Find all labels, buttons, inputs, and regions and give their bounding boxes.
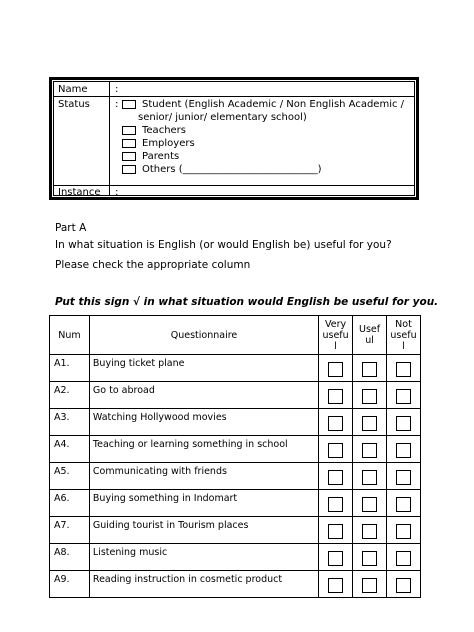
checkbox-icon[interactable] (362, 497, 377, 512)
status-option-student[interactable] (122, 99, 404, 110)
checkbox-icon[interactable] (328, 578, 343, 593)
checkbox-icon[interactable] (396, 497, 411, 512)
instance-colon: : (115, 187, 119, 198)
row-num: A4. (50, 436, 90, 463)
part-question: In what situation is English (or would English be) useful for you? (55, 239, 392, 251)
row-num: A7. (50, 517, 90, 544)
not-useful-cell[interactable] (387, 463, 421, 490)
row-question: Guiding tourist in Tourism places (89, 517, 318, 544)
header-very-useful-line: usefu (322, 329, 349, 341)
identity-inner (53, 81, 415, 196)
instance-label: Instance (58, 187, 101, 198)
status-option-others[interactable] (122, 164, 322, 175)
checkbox-icon[interactable] (328, 362, 343, 377)
checkbox-icon[interactable] (328, 551, 343, 566)
checkbox-icon[interactable] (362, 551, 377, 566)
header-useful-line: ul (365, 335, 374, 346)
not-useful-cell[interactable] (387, 517, 421, 544)
very-useful-cell[interactable] (319, 436, 353, 463)
status-option-label: Student (English Academic / Non English Academic / (142, 99, 405, 110)
header-useful (353, 316, 387, 355)
useful-cell[interactable] (353, 382, 387, 409)
useful-cell[interactable] (353, 409, 387, 436)
row-num: A6. (50, 490, 90, 517)
useful-cell[interactable] (353, 517, 387, 544)
very-useful-cell[interactable] (319, 463, 353, 490)
useful-cell[interactable] (353, 571, 387, 598)
very-useful-cell[interactable] (319, 490, 353, 517)
checkbox-icon[interactable] (362, 389, 377, 404)
row-question: Watching Hollywood movies (89, 409, 318, 436)
status-option-label: Parents (142, 151, 180, 162)
student-continuation-text: senior/ junior/ elementary school) (138, 112, 307, 123)
very-useful-cell[interactable] (319, 571, 353, 598)
header-not-useful-line: usefu (390, 329, 417, 341)
status-colon: : (115, 99, 119, 110)
checkbox-icon[interactable] (328, 524, 343, 539)
not-useful-cell[interactable] (387, 490, 421, 517)
not-useful-cell[interactable] (387, 355, 421, 382)
table-row (50, 409, 421, 436)
header-not-useful-line: Not (395, 318, 412, 330)
checkbox-icon[interactable] (362, 524, 377, 539)
checkbox-icon[interactable] (122, 139, 136, 148)
checkbox-icon[interactable] (396, 416, 411, 431)
sign-note: Put this sign √ in what situation would English be useful for you. (55, 296, 439, 308)
checkbox-icon[interactable] (396, 524, 411, 539)
checkbox-icon[interactable] (362, 470, 377, 485)
header-questionnaire: Questionnaire (89, 316, 318, 355)
checkbox-icon[interactable] (396, 470, 411, 485)
checkbox-icon[interactable] (328, 416, 343, 431)
row-num: A5. (50, 463, 90, 490)
very-useful-cell[interactable] (319, 409, 353, 436)
row-question: Buying ticket plane (89, 355, 318, 382)
checkbox-icon[interactable] (122, 165, 136, 174)
name-row (54, 82, 414, 97)
not-useful-cell[interactable] (387, 436, 421, 463)
checkbox-icon[interactable] (122, 152, 136, 161)
table-row (50, 463, 421, 490)
table-row (50, 382, 421, 409)
checkbox-icon[interactable] (122, 100, 136, 109)
table-row (50, 355, 421, 382)
checkbox-icon[interactable] (328, 443, 343, 458)
checkbox-icon[interactable] (328, 497, 343, 512)
row-question: Go to abroad (89, 382, 318, 409)
instance-row (54, 186, 414, 199)
not-useful-cell[interactable] (387, 409, 421, 436)
not-useful-cell[interactable] (387, 544, 421, 571)
part-title: Part A (55, 222, 87, 234)
status-option-parents[interactable] (122, 151, 179, 162)
header-num: Num (50, 316, 90, 355)
checkbox-icon[interactable] (328, 389, 343, 404)
row-num: A1. (50, 355, 90, 382)
useful-cell[interactable] (353, 436, 387, 463)
header-not-useful-line: l (402, 340, 405, 352)
checkbox-icon[interactable] (396, 389, 411, 404)
status-option-teachers[interactable] (122, 125, 186, 136)
useful-cell[interactable] (353, 544, 387, 571)
header-very-useful-line: l (334, 340, 337, 352)
table-row (50, 490, 421, 517)
table-row (50, 517, 421, 544)
checkbox-icon[interactable] (396, 578, 411, 593)
row-num: A2. (50, 382, 90, 409)
useful-cell[interactable] (353, 490, 387, 517)
status-option-label: Teachers (142, 125, 186, 136)
row-question: Listening music (89, 544, 318, 571)
checkbox-icon[interactable] (122, 126, 136, 135)
identity-box (49, 77, 419, 200)
questionnaire-table (49, 315, 421, 598)
checkbox-icon[interactable] (362, 362, 377, 377)
name-label: Name (58, 84, 88, 95)
status-option-employers[interactable] (122, 138, 195, 149)
part-instruction: Please check the appropriate column (55, 259, 251, 271)
table-header-row (50, 316, 421, 355)
row-question: Teaching or learning something in school (89, 436, 318, 463)
checkbox-icon[interactable] (362, 578, 377, 593)
not-useful-cell[interactable] (387, 571, 421, 598)
status-row (54, 97, 414, 186)
name-colon: : (115, 84, 119, 95)
very-useful-cell[interactable] (319, 382, 353, 409)
row-num: A9. (50, 571, 90, 598)
very-useful-cell[interactable] (319, 517, 353, 544)
header-useful-line: Usef (358, 324, 381, 335)
checkbox-icon[interactable] (328, 470, 343, 485)
status-option-label: Employers (142, 138, 195, 149)
table-row (50, 436, 421, 463)
checkbox-icon[interactable] (362, 443, 377, 458)
checkbox-icon[interactable] (396, 443, 411, 458)
row-question: Reading instruction in cosmetic product (89, 571, 318, 598)
student-continuation (138, 112, 307, 123)
table-row (50, 544, 421, 571)
header-not-useful (387, 316, 421, 355)
table-row (50, 571, 421, 598)
useful-cell[interactable] (353, 355, 387, 382)
useful-cell[interactable] (353, 463, 387, 490)
checkbox-icon[interactable] (396, 362, 411, 377)
header-very-useful-line: Very (325, 318, 347, 330)
not-useful-cell[interactable] (387, 382, 421, 409)
row-num: A3. (50, 409, 90, 436)
status-label: Status (58, 99, 90, 110)
very-useful-cell[interactable] (319, 355, 353, 382)
header-very-useful (319, 316, 353, 355)
row-num: A8. (50, 544, 90, 571)
checkbox-icon[interactable] (396, 551, 411, 566)
very-useful-cell[interactable] (319, 544, 353, 571)
row-question: Communicating with friends (89, 463, 318, 490)
checkbox-icon[interactable] (362, 416, 377, 431)
row-question: Buying something in Indomart (89, 490, 318, 517)
status-option-label: Others (___________________________) (142, 164, 322, 175)
